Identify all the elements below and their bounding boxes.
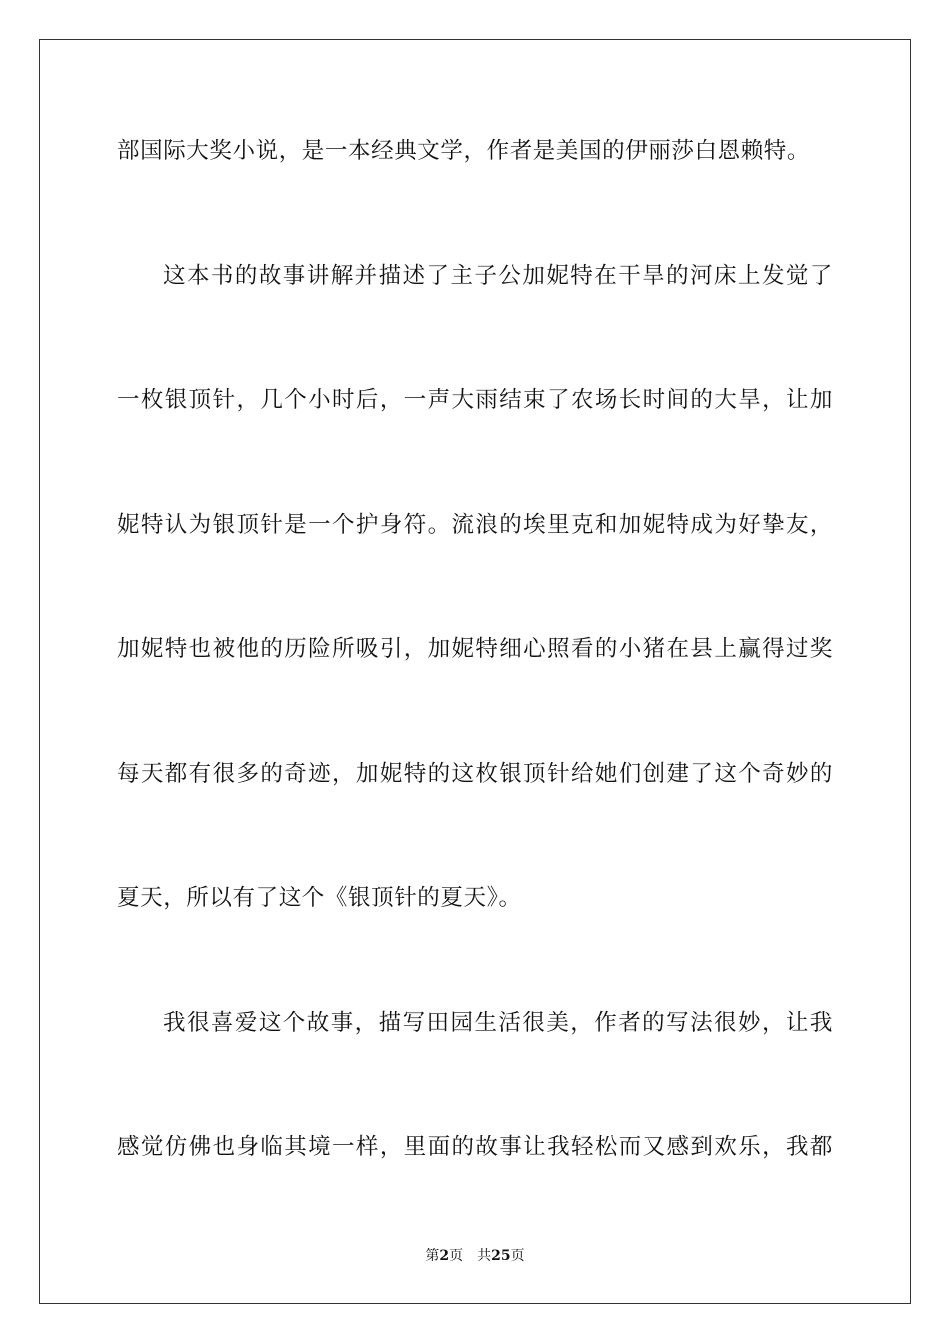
current-page-number: 2 [439, 1248, 450, 1264]
page-prefix: 第 [425, 1248, 440, 1264]
text-line-9: 感觉仿佛也身临其境一样，里面的故事让我轻松而又感到欢乐，我都 [117, 1134, 833, 1160]
text-line-1: 部国际大奖小说，是一本经典文学，作者是美国的伊丽莎白恩赖特。 [117, 138, 811, 164]
total-prefix: 共 [477, 1248, 492, 1264]
page-border [39, 39, 911, 1304]
text-line-5: 加妮特也被他的历险所吸引，加妮特细心照看的小猪在县上赢得过奖 [117, 636, 833, 662]
total-suffix: 页 [510, 1248, 525, 1264]
page-footer [0, 1246, 950, 1266]
text-line-7: 夏天，所以有了这个《银顶针的夏天》。 [117, 885, 522, 911]
text-line-4: 妮特认为银顶针是一个护身符。流浪的埃里克和加妮特成为好挚友， [117, 512, 833, 538]
text-line-8: 我很喜爱这个故事，描写田园生活很美，作者的写法很妙，让我 [163, 1010, 833, 1036]
page-suffix: 页 [449, 1248, 464, 1264]
text-line-3: 一枚银顶针，几个小时后，一声大雨结束了农场长时间的大旱，让加 [117, 387, 833, 413]
text-line-2: 这本书的故事讲解并描述了主子公加妮特在干旱的河床上发觉了 [163, 263, 833, 289]
text-line-6: 每天都有很多的奇迹，加妮特的这枚银顶针给她们创建了这个奇妙的 [117, 761, 833, 787]
total-pages-number: 25 [491, 1248, 511, 1264]
